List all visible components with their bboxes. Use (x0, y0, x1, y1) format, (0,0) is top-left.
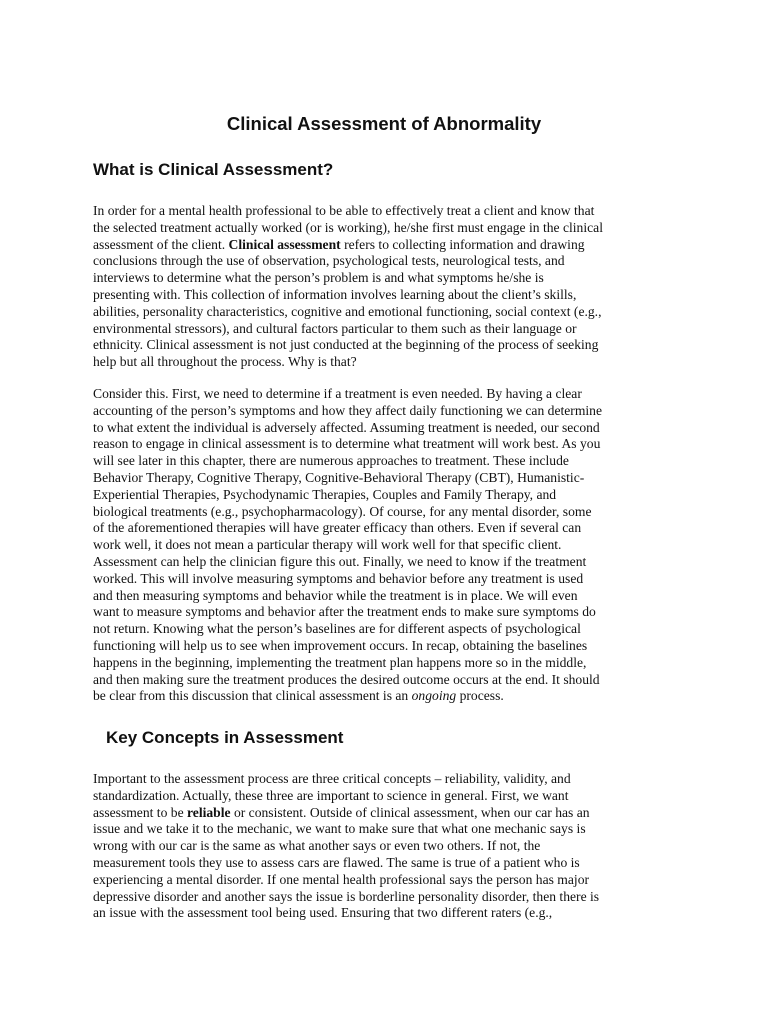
text-line: functioning will help us to see when improvement occurs. In recap, obtaining the baselines (93, 637, 588, 653)
bold-term-reliable: reliable (187, 804, 231, 820)
text-line: experiencing a mental disorder. If one mental health professional says the person has major (93, 871, 590, 887)
text-run: refers to collecting information and drawing (340, 236, 585, 252)
text-line: and then making sure the treatment produces the desired outcome occurs at the end. It should (93, 671, 600, 687)
text-line (93, 688, 683, 705)
text-line: want to measure symptoms and behavior after the treatment ends to make sure symptoms do (93, 604, 596, 620)
paragraph-reasons-for-assessment (93, 386, 683, 705)
text-line: of the aforementioned therapies will have greater efficacy than others. Even if several can (93, 520, 582, 536)
text-line: wrong with our car is the same as what another says or even two others. If not, the (93, 838, 541, 854)
text-line: In order for a mental health professional to be able to effectively treat a client and know that (93, 203, 595, 218)
text-line: worked. This will involve measuring symptoms and behavior before any treatment is used (93, 570, 584, 586)
text-line: abilities, personality characteristics, cognitive and emotional functioning, social context (e.g., (93, 303, 602, 319)
text-run: or consistent. Outside of clinical assessment, when our car has an (230, 804, 590, 820)
italic-term-ongoing: ongoing (411, 688, 457, 704)
text-line: work well, it does not mean a particular therapy will work well for that specific client. (93, 537, 562, 553)
text-run: assessment to be (93, 804, 188, 820)
text-run: be clear from this discussion that clinical assessment is an (93, 688, 412, 704)
paragraph-clinical-assessment-definition (93, 203, 683, 371)
bold-term-clinical-assessment: Clinical assessment (228, 236, 341, 252)
text-run: process. (456, 688, 504, 704)
text-line: happens in the beginning, implementing the treatment plan happens more so in the middle, (93, 654, 587, 670)
text-line: depressive disorder and another says the issue is borderline personality disorder, then there is (93, 888, 600, 904)
section-heading-what-is-clinical-assessment: What is Clinical Assessment? (93, 160, 334, 179)
text-line: presenting with. This collection of information involves learning about the client’s skills, (93, 286, 577, 302)
text-line: standardization. Actually, these three are important to science in general. First, we want (93, 787, 569, 803)
text-line: conclusions through the use of observation, psychological tests, neurological tests, and (93, 253, 565, 269)
text-line: will see later in this chapter, there are numerous approaches to treatment. These include (93, 453, 569, 469)
text-line: Behavior Therapy, Cognitive Therapy, Cognitive-Behavioral Therapy (CBT), Humanistic- (93, 469, 585, 485)
text-line: reason to engage in clinical assessment is to determine what treatment will work best. As you (93, 436, 601, 452)
paragraph-key-concepts (93, 771, 683, 922)
text-line: Important to the assessment process are three critical concepts – reliability, validity, and (93, 771, 571, 786)
text-line: measurement tools they use to assess cars are flawed. The same is true of a patient who is (93, 854, 580, 870)
text-line: the selected treatment actually worked (or is working), he/she first must engage in the clinical (93, 219, 603, 235)
section-heading-key-concepts: Key Concepts in Assessment (106, 728, 344, 747)
text-line: Assessment can help the clinician figure this out. Finally, we need to know if the treatment (93, 553, 587, 569)
text-line: issue and we take it to the mechanic, we want to make sure that what one mechanic says is (93, 821, 586, 837)
text-line: ethnicity. Clinical assessment is not just conducted at the beginning of the process of seeking (93, 337, 599, 353)
text-line: interviews to determine what the person’s problem is and what symptoms he/she is (93, 270, 544, 286)
text-line: Consider this. First, we need to determine if a treatment is even needed. By having a clear (93, 386, 582, 401)
text-line (93, 805, 683, 822)
text-line: accounting of the person’s symptoms and how they affect daily functioning we can determine (93, 402, 602, 418)
text-line: and then measuring symptoms and behavior while the treatment is in place. We will even (93, 587, 578, 603)
text-line: help but all throughout the process. Why is that? (93, 354, 357, 370)
text-line: an issue with the assessment tool being used. Ensuring that two different raters (e.g., (93, 905, 553, 921)
text-line: biological treatments (e.g., psychopharmacology). Of course, for any mental disorder, some (93, 503, 592, 519)
text-run: assessment of the client. (93, 236, 229, 252)
document-title: Clinical Assessment of Abnormality (226, 113, 542, 134)
text-line (93, 237, 683, 254)
text-line: not return. Knowing what the person’s baselines are for different aspects of psychological (93, 621, 581, 637)
text-line: to what extent the individual is adversely affected. Assuming treatment is needed, our second (93, 419, 600, 435)
text-line: environmental stressors), and cultural factors particular to them such as their language or (93, 320, 577, 336)
text-line: Experiential Therapies, Psychodynamic Therapies, Couples and Family Therapy, and (93, 486, 557, 502)
